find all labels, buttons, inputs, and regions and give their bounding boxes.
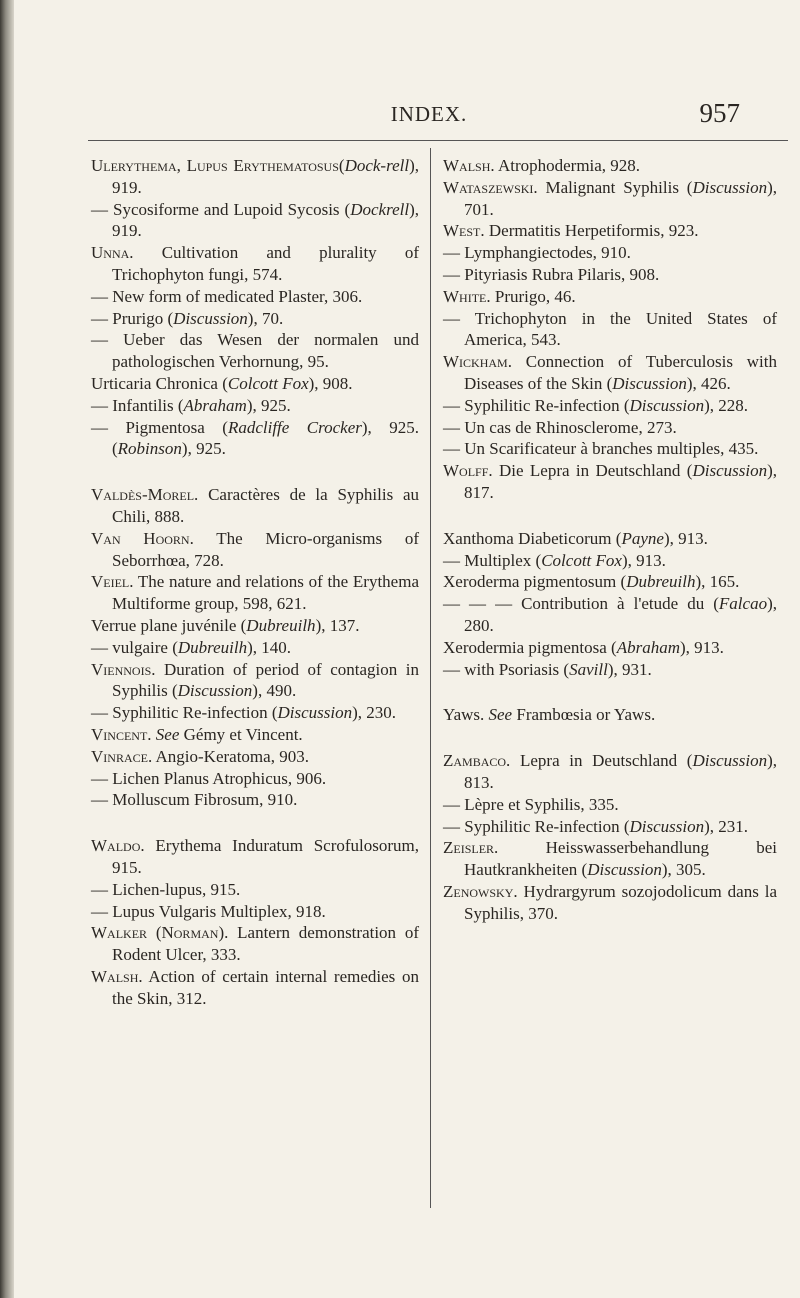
index-entry (91, 724, 419, 746)
index-column-left (91, 155, 419, 1009)
index-entry (91, 879, 419, 901)
entry-italic: Robinson (117, 439, 182, 459)
index-entry (443, 220, 777, 242)
entry-text: — Lèpre et Syphilis, 335. (443, 794, 619, 814)
index-entry (443, 637, 777, 659)
entry-text: ), 701. (464, 177, 777, 219)
entry-heading: Zenowsky. (443, 881, 518, 901)
page-header (88, 96, 770, 136)
entry-italic: Savill (569, 659, 608, 679)
section-gap (443, 504, 777, 528)
entry-italic: Dock-rell (344, 156, 410, 175)
entry-heading: Ulerythema, Lupus Erythematosus (91, 156, 339, 175)
page-number: 957 (699, 98, 740, 128)
index-entry (91, 242, 419, 286)
entry-text: — Lupus Vulgaris Multiplex, 918. (91, 901, 326, 921)
entry-text: — Ueber das Wesen der normalen und pathologischen Verhornung, 95. (91, 330, 419, 372)
entry-heading: Veiel. (91, 572, 134, 592)
entry-heading: Walsh. (91, 966, 143, 986)
entry-italic: Falcao (718, 594, 768, 614)
index-column-right (443, 155, 777, 925)
entry-heading: Waldo. (91, 836, 145, 856)
entry-text: Die Lepra in Deutschland ( (492, 461, 693, 481)
entry-italic: Discussion (629, 395, 705, 415)
entry-text: The nature and relations of the Erythema Multiforme group, 598, 621. (112, 572, 419, 614)
entry-text: ), 913. (663, 528, 708, 548)
index-entry (443, 528, 777, 550)
entry-heading: Vinrace. (91, 746, 153, 766)
index-entry (443, 571, 777, 593)
section-gap (91, 811, 419, 835)
index-entry (91, 835, 419, 879)
entry-text: ), 140. (247, 637, 292, 657)
entry-italic: Discussion (177, 681, 253, 701)
entry-italic: Dubreuilh (246, 615, 316, 635)
entry-text: Lantern demonstration of Rodent Ulcer, 333. (112, 923, 420, 965)
entry-text: ), 165. (695, 572, 740, 592)
index-entry (91, 966, 419, 1010)
entry-text: ), 231. (704, 816, 749, 836)
entry-heading: Walsh. (443, 156, 495, 175)
entry-text: — — — Contribution à l'etude du ( (443, 594, 719, 614)
entry-text: Dermatitis Herpetiformis, 923. (484, 221, 699, 241)
entry-text: ), 305. (661, 860, 706, 880)
entry-text: — vulgaire ( (91, 637, 178, 657)
index-entry (443, 438, 777, 460)
book-spine-shadow (0, 0, 14, 1298)
entry-heading: Vincent. (91, 724, 152, 744)
index-entry (91, 768, 419, 790)
index-entry (91, 637, 419, 659)
entry-text: — Prurigo ( (91, 308, 174, 328)
entry-text: ), 913. (680, 637, 724, 657)
entry-italic: Discussion (173, 308, 248, 328)
index-entry (443, 794, 777, 816)
index-entry (443, 242, 777, 264)
entry-italic: Discussion (629, 816, 705, 836)
index-entry (91, 922, 419, 966)
entry-text: — Syphilitic Re-infection ( (443, 816, 630, 836)
section-gap (443, 680, 777, 704)
entry-text: ), 813. (464, 751, 777, 792)
page-title: INDEX. (390, 102, 468, 126)
entry-text: Cultivation and plurality of Trichophyton fungi, 574. (112, 243, 419, 284)
entry-text: Frambœsia or Yaws. (512, 705, 656, 725)
entry-text: Gémy et Vincent. (179, 724, 303, 744)
entry-heading: Wataszewski. (443, 177, 538, 197)
entry-text: ), 817. (464, 461, 777, 502)
index-entry (91, 659, 419, 703)
section-gap (91, 460, 419, 484)
entry-text: ), 919. (112, 156, 419, 197)
entry-text: ), 490. (252, 681, 297, 701)
entry-text: ), 925. ( (112, 417, 419, 459)
index-entry (91, 199, 419, 243)
entry-italic: Colcott Fox (227, 373, 309, 393)
entry-text: Xeroderma pigmentosum ( (443, 572, 627, 592)
entry-text: — Un Scarificateur à branches multiples, 435. (443, 439, 759, 459)
entry-text: — Multiplex ( (443, 550, 542, 570)
entry-text: — Syphilitic Re-infection ( (443, 395, 630, 415)
entry-text: Hydrargyrum sozojodolicum dans la Syphilis, 370. (464, 881, 777, 923)
entry-italic: Discussion (277, 703, 353, 723)
index-entry (443, 593, 777, 637)
entry-italic: Dubreuilh (626, 572, 696, 592)
entry-text: Xerodermia pigmentosa ( (443, 637, 617, 657)
entry-text: Caractères de la Syphilis au Chili, 888. (112, 485, 419, 526)
entry-italic: Discussion (692, 461, 768, 481)
index-entry (443, 155, 777, 177)
entry-italic: Discussion (692, 177, 768, 197)
entry-text: — Sycosiforme and Lupoid Sycosis ( (91, 199, 351, 219)
entry-text: Duration of period of contagion in Syphilis ( (112, 659, 419, 701)
entry-heading: Wolff. (443, 461, 493, 481)
index-entry (91, 789, 419, 811)
entry-text: Connection of Tuberculosis with Diseases of the Skin ( (464, 352, 777, 393)
index-entry (443, 837, 777, 881)
entry-heading: Van Hoorn. (91, 528, 194, 548)
index-entry (443, 816, 777, 838)
index-entry (91, 329, 419, 373)
index-entry (91, 308, 419, 330)
entry-text: ), 925. (181, 439, 226, 459)
index-entry (443, 177, 777, 221)
index-entry (91, 746, 419, 768)
index-entry (443, 460, 777, 504)
entry-text: The Micro-organisms of Seborrhœa, 728. (112, 528, 419, 570)
entry-text: Prurigo, 46. (490, 286, 576, 306)
entry-text: — Pityriasis Rubra Pilaris, 908. (443, 264, 660, 284)
entry-text: ), 137. (315, 615, 360, 635)
header-rule (88, 140, 788, 141)
entry-text: ), 426. (686, 373, 731, 393)
entry-text: — Infantilis ( (91, 395, 184, 415)
index-entry (443, 750, 777, 794)
index-entry (91, 484, 419, 528)
index-entry (91, 615, 419, 637)
entry-text: — New form of medicated Plaster, 306. (91, 286, 363, 306)
index-entry (443, 417, 777, 439)
index-entry (91, 395, 419, 417)
entry-text: ), 230. (352, 703, 397, 723)
entry-heading: Zambaco. (443, 751, 511, 771)
index-entry (443, 395, 777, 417)
entry-text: Xanthoma Diabeticorum ( (443, 528, 622, 548)
entry-italic: Discussion (587, 860, 662, 880)
entry-text: ( (338, 156, 345, 175)
index-entry (443, 308, 777, 352)
entry-italic: Discussion (692, 751, 768, 771)
index-entry (91, 702, 419, 724)
entry-text: ), 280. (464, 594, 777, 635)
entry-text: — Trichophyton in the United States of America, 543. (443, 308, 777, 350)
entry-text: Yaws. (443, 705, 489, 725)
entry-text: Heisswasserbehandlung bei Hautkrankheiten ( (464, 838, 777, 880)
entry-text: ), 919. (112, 199, 419, 241)
index-entry (91, 373, 419, 395)
entry-heading: Unna. (91, 243, 134, 263)
section-gap (443, 726, 777, 750)
entry-text: Angio-Keratoma, 903. (152, 746, 309, 766)
entry-italic: See (488, 705, 513, 725)
index-entry (91, 417, 419, 461)
entry-heading: Wickham. (443, 352, 512, 372)
index-entry (91, 286, 419, 308)
entry-text: — Un cas de Rhinosclerome, 273. (443, 417, 677, 437)
column-divider (430, 148, 431, 1208)
index-entry (443, 286, 777, 308)
entry-text: Lepra in Deutschland ( (510, 751, 693, 771)
entry-text: — Lichen Planus Atrophicus, 906. (91, 768, 327, 788)
index-entry (443, 881, 777, 925)
entry-heading: Zeisler. (443, 838, 499, 858)
entry-text: — Lymphangiectodes, 910. (443, 243, 631, 263)
entry-text: ), 70. (247, 308, 284, 328)
index-entry (91, 901, 419, 923)
entry-italic: Payne (621, 528, 664, 548)
entry-text: Erythema Induratum Scrofulosorum, 915. (112, 836, 419, 877)
entry-text: ), 228. (704, 395, 749, 415)
index-entry (91, 571, 419, 615)
entry-text: ), 925. (246, 395, 291, 415)
entry-italic: Dubreuilh (177, 637, 248, 657)
entry-heading: Walker (Norman). (91, 923, 229, 943)
entry-text: Action of certain internal remedies on the Skin, 312. (112, 966, 419, 1008)
entry-italic: Radcliffe Crocker (227, 417, 362, 437)
entry-heading: West. (443, 221, 485, 241)
entry-italic: Discussion (612, 373, 687, 393)
entry-text: — Lichen-lupus, 915. (91, 879, 241, 899)
entry-italic: See (155, 724, 180, 744)
index-entry (443, 704, 777, 726)
entry-text: Verrue plane juvénile ( (91, 615, 247, 635)
entry-text: Urticaria Chronica ( (91, 373, 228, 393)
entry-text: — with Psoriasis ( (443, 659, 570, 679)
index-entry (443, 659, 777, 681)
entry-italic: Abraham (183, 395, 247, 415)
entry-text: Malignant Syphilis ( (537, 177, 693, 197)
entry-italic: Abraham (616, 637, 680, 657)
entry-heading: White. (443, 286, 491, 306)
index-entry (443, 550, 777, 572)
entry-italic: Colcott Fox (541, 550, 622, 570)
index-entry (91, 155, 419, 199)
entry-heading: Valdès-Morel. (91, 485, 199, 505)
entry-text: ), 931. (607, 659, 652, 679)
entry-text: ), 913. (621, 550, 666, 570)
entry-text: ), 908. (308, 373, 353, 393)
entry-text: — Pigmentosa ( (91, 417, 228, 437)
index-entry (443, 351, 777, 395)
index-entry (443, 264, 777, 286)
entry-text: Atrophodermia, 928. (494, 156, 641, 175)
index-entry (91, 528, 419, 572)
entry-italic: Dockrell (350, 199, 410, 219)
entry-text: — Syphilitic Re-infection ( (91, 703, 278, 723)
entry-text: — Molluscum Fibrosum, 910. (91, 790, 298, 810)
entry-heading: Viennois. (91, 659, 156, 679)
